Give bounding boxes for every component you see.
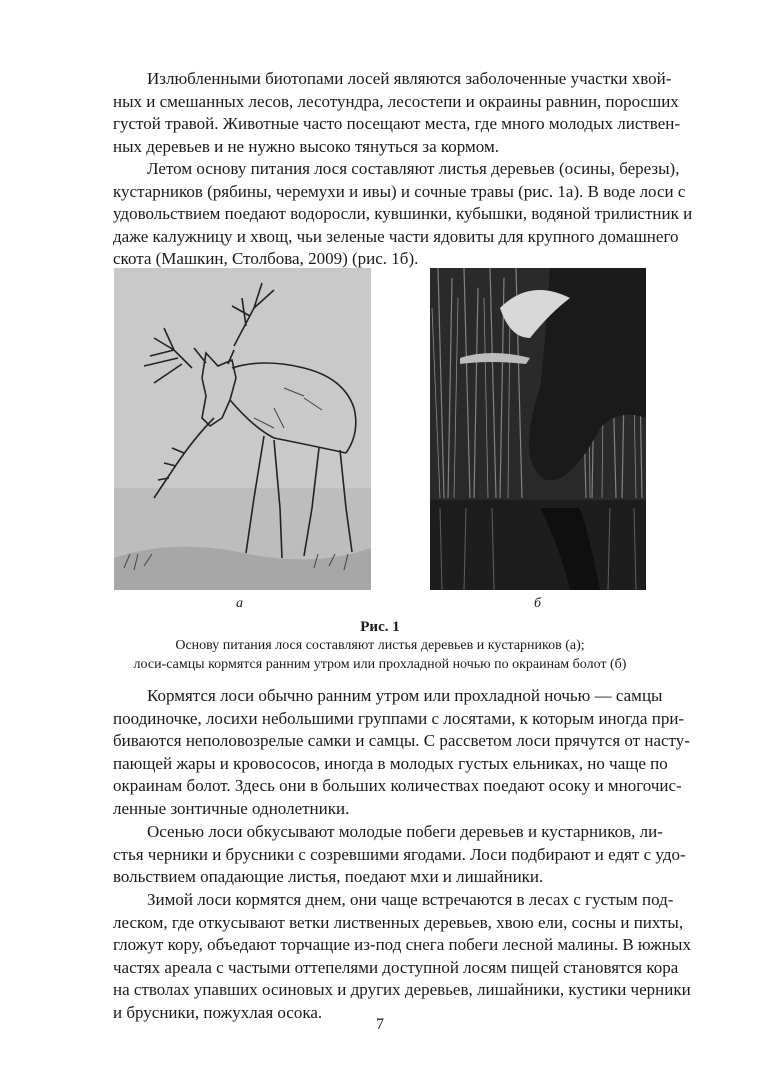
figure-caption-line-1: Основу питания лося составляют листья деревьев и кустарников (а);: [175, 638, 585, 653]
paragraph-5: [113, 889, 698, 1024]
paragraph-2: [113, 158, 698, 271]
text-line: пающей жары и кровососов, иногда в молодых густых ельниках, но чаще по: [113, 753, 668, 773]
figure-b-moose-photo: [430, 268, 646, 590]
text-line: густой травой. Животные часто посещают места, где много молодых листвен-: [113, 114, 681, 133]
text-line: Зимой лоси кормятся днем, они чаще встречаются в лесах с густым под-: [147, 890, 674, 909]
text-line: поодиночке, лосихи небольшими группами с лосятами, к которым иногда при-: [113, 708, 685, 728]
paragraph-1: [113, 68, 698, 158]
figure-title: Рис. 1: [360, 619, 400, 635]
text-line: даже калужницу и хвощ, чьи зеленые части ядовиты для крупного домашнего: [113, 226, 679, 246]
text-line: скота (Машкин, Столбова, 2009) (рис. 1б).: [113, 249, 419, 268]
text-line: вольствием опадающие листья, поедают мхи и лишайники.: [113, 867, 544, 886]
text-line: ных деревьев и не нужно высоко тянуться за кормом.: [113, 136, 499, 156]
text-line: Осенью лоси обкусывают молодые побеги деревьев и кустарников, ли-: [147, 822, 663, 841]
text-line: окраинам болот. Здесь они в больших количествах поедают осоку и многочис-: [113, 776, 682, 795]
text-line: на стволах упавших осиновых и других деревьев, лишайники, кустики черники: [113, 980, 691, 999]
figure-a-label: а: [236, 596, 243, 611]
text-line: биваются неполовозрелые самки и самцы. С рассветом лоси прячутся от насту-: [113, 731, 690, 750]
text-line: ленные зонтичные однолетники.: [113, 798, 350, 818]
text-line: стья черники и брусники с созревшими ягодами. Лоси подбирают и едят с удо-: [113, 844, 686, 864]
text-line: Летом основу питания лося составляют листья деревьев (осины, березы),: [147, 159, 680, 178]
text-line: Кормятся лоси обычно ранним утром или прохладной ночью — самцы: [147, 686, 663, 705]
figure-caption-line-2: лоси-самцы кормятся ранним утром или прохладной ночью по окраинам болот (б): [133, 657, 627, 672]
moose-photo-image: [430, 268, 646, 590]
figure-b-label: б: [534, 596, 542, 611]
paragraph-3: [113, 685, 698, 820]
text-line: частях ареала с частыми оттепелями доступной лосям пищей становятся кора: [113, 957, 679, 977]
moose-sketch-image: [114, 268, 371, 590]
text-line: леском, где откусывают ветки лиственных деревьев, хвою ели, сосны и пихты,: [113, 912, 684, 932]
text-line: и брусники, пожухлая осока.: [113, 1002, 323, 1022]
text-line: ных и смешанных лесов, лесотундра, лесостепи и окраины равнин, поросших: [113, 91, 679, 111]
text-line: удовольствием поедают водоросли, кувшинки, кубышки, водяной трилистник и: [113, 204, 693, 223]
figure-a-moose-drawing: [114, 268, 371, 590]
text-line: Излюбленными биотопами лосей являются заболоченные участки хвой-: [147, 69, 672, 88]
text-line: гложут кору, объедают торчащие из-под снега побеги лесной малины. В южных: [113, 935, 691, 954]
paragraph-4: [113, 821, 698, 889]
text-line: кустарников (рябины, черемухи и ивы) и сочные травы (рис. 1а). В воде лоси с: [113, 181, 686, 201]
page-number: 7: [376, 1016, 384, 1033]
